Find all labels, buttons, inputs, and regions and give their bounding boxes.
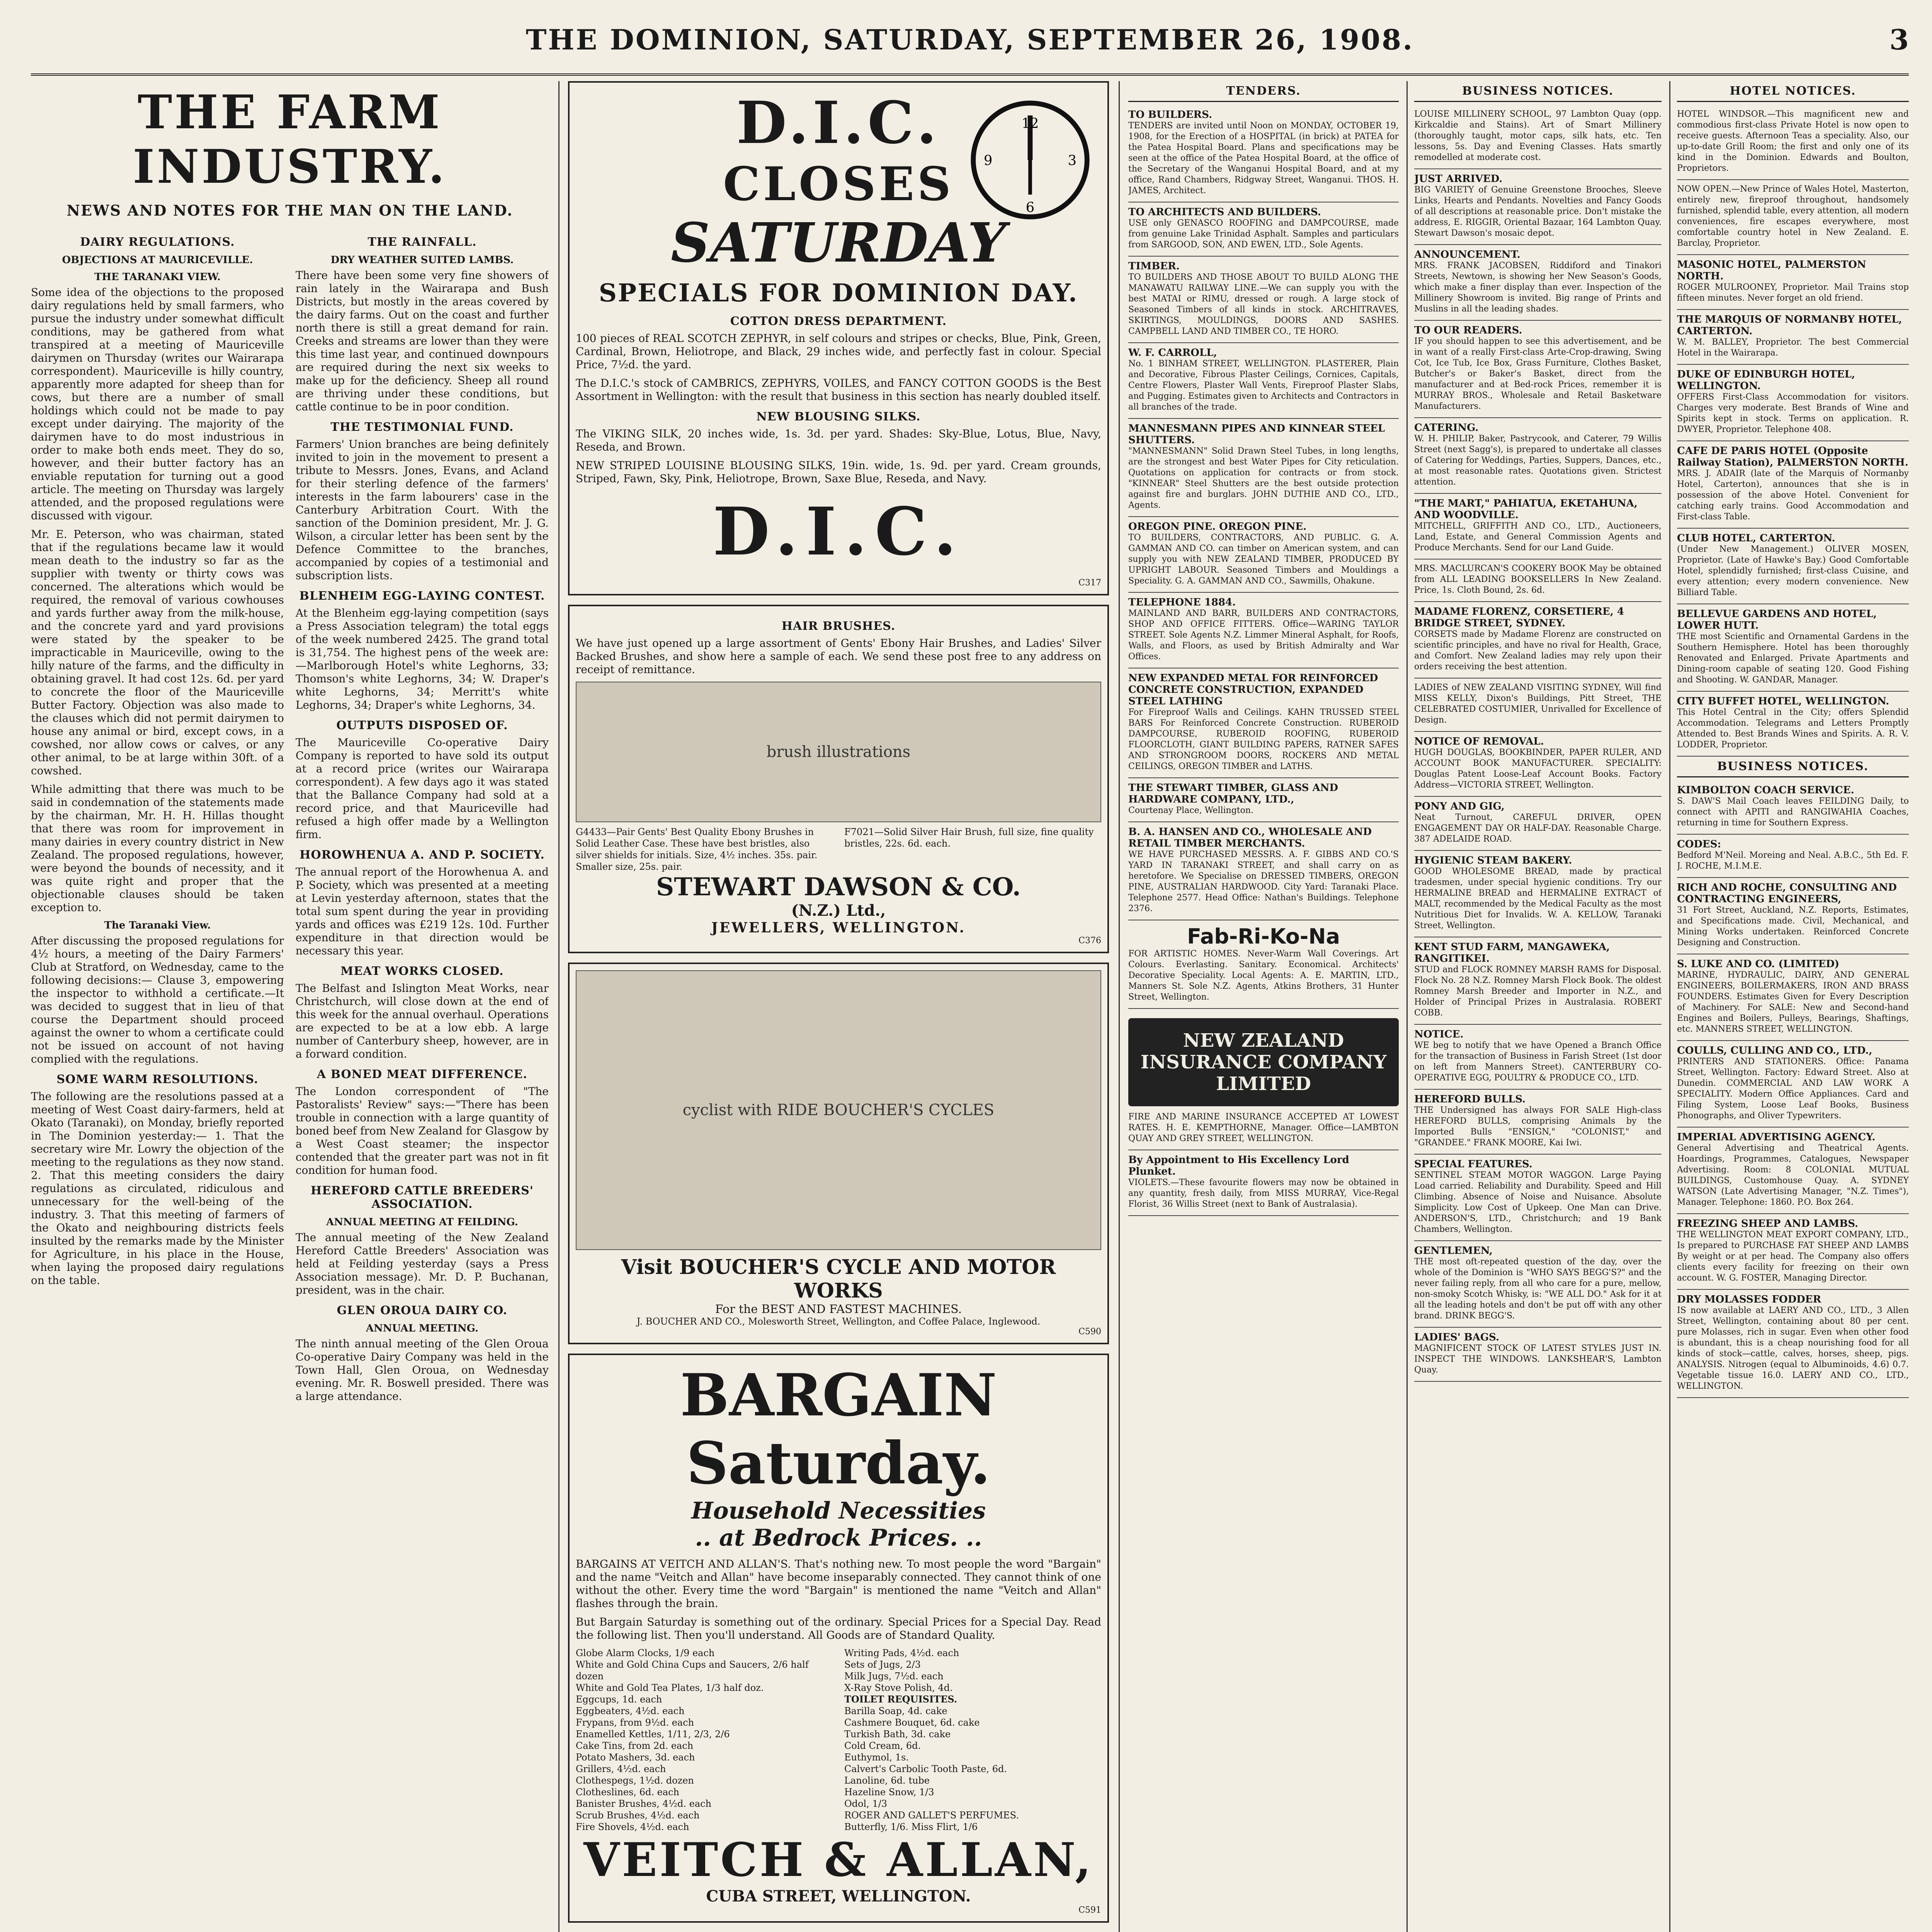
classified-ad [1128,822,1399,920]
ad-heading: NOTICE. [1414,1029,1464,1040]
ad-code: C317 [1078,578,1101,588]
ad-body: GOOD WHOLESOME BREAD, made by practical tradesmen, under special hygienic conditions. Try our HERMALINE BREAD and HERMALINE EXTRACT of MALT, recommended by the Medical Faculty as the most Nutritious Diet for Invalids. W. A. KELLOW, Taranaki Street, Wellington. [1414,867,1662,930]
section-heading: BUSINESS NOTICES. [1414,81,1662,102]
bargain-text: BARGAINS AT VEITCH AND ALLAN'S. That's nothing new. To most people the word "Bargain" and the name "Veitch and Allan" have become inseparably connected. They cannot think of one without the other. Every time the word "Bargain" is mentioned the name "Veitch and Allan" flashes through the brain. [576,1558,1101,1610]
dic-saturday: SATURDAY [671,211,1006,275]
ad-body: IF you should happen to see this advertisement, and be in want of a really First-class Arte-Crop-drawing, Swing Cot, Ice Tub, Ice Box, Grass Furniture, Clothes Basket, Butcher's or Baker's Basket, direct from the manufacturer and at Bed-rock Prices, remember it is MURRAY BROS., Wholesale and Retail Basketware Manufacturers. [1414,337,1662,411]
ad-heading: TIMBER. [1128,260,1180,272]
article-heading: THE TESTIMONIAL FUND. [330,420,514,434]
ad-body: LADIES of NEW ZEALAND VISITING SYDNEY, Will find MISS KELLY, Dixon's Buildings, Pitt Street, THE CELEBRATED COSTUMIER, Unrivalled for Excellence of Design. [1414,683,1662,725]
svg-text:9: 9 [984,152,993,168]
ad-heading: HYGIENIC STEAM BAKERY. [1414,855,1572,866]
classified-ad [1414,1155,1662,1241]
list-item: Eggcups, 1d. each [576,1694,662,1705]
veitch-allan-name: VEITCH & ALLAN, [583,1833,1094,1887]
list-item: Cake Tins, from 2d. each [576,1740,694,1751]
classified-ad [1414,797,1662,851]
article-text: The ninth annual meeting of the Glen Oroua Co-operative Dairy Company was held in the Town Hall, Glen Oroua, on Wednesday evening. Mr. R. Boswell presided. There was a large attendance. [296,1337,549,1403]
classified-ad [1677,954,1909,1041]
section-heading: TENDERS. [1128,81,1399,102]
classified-ad [1128,593,1399,668]
list-item: Butterfly, 1/6. Miss Flirt, 1/6 [844,1821,978,1832]
dic-item: The VIKING SILK, 20 inches wide, 1s. 3d. per yard. Shades: Sky-Blue, Lotus, Blue, Navy, Reseda, and Brown. [576,427,1101,453]
ad-body: VIOLETS.—These favourite flowers may now be obtained in any quantity, fresh daily, from MISS MURRAY, Vice-Regal Florist, 36 Willis Street (next to Bank of Australasia). [1128,1178,1399,1209]
article-text: The annual report of the Horowhenua A. and P. Society, which was presented at a meeting at Levin yesterday afternoon, states that the total sum spent during the year in providing yards and offices was £219 12s. 10d. Further expenditure in that direction would be necessary this year. [296,866,549,957]
ad-code: C590 [1078,1327,1101,1337]
column-rule [1119,81,1120,1932]
ad-heading: TO ARCHITECTS AND BUILDERS. [1128,206,1321,218]
ad-body: MAGNIFICENT STOCK OF LATEST STYLES JUST IN. INSPECT THE WINDOWS. LANKSHEAR'S, Lambton Quay. [1414,1344,1662,1375]
classified-ad [1677,180,1909,255]
svg-text:6: 6 [1026,199,1035,216]
ad-heading: CATERING. [1414,422,1479,434]
classified-ad [1414,245,1662,321]
hairbrush-heading: HAIR BRUSHES. [781,619,896,633]
article-heading: HEREFORD CATTLE BREEDERS' ASSOCIATION. [310,1184,534,1211]
ad-body: ROGER MULROONEY, Proprietor. Mail Trains stop fifteen minutes. Never forget an old friend. [1677,282,1909,303]
article-text: The following are the resolutions passed at a meeting of West Coast dairy-farmers, held at Okato (Taranaki), on Monday, briefly reported in The Dominion yesterday:— 1. That the secretary wire Mr. Lowry the objection of the meeting to the regulations as they now stand. 2. That this meeting considers the dairy regulations as circulated, ridiculous and unnecessary for the well-being of the industry. 3. That this meeting of farmers of the Okato and neighbouring districts feels insulted by the remarks made by the Minister for Agriculture, in his place in the House, when laying the proposed dairy regulations on the table. [31,1090,284,1287]
hairbrush-caption: G4433—Pair Gents' Best Quality Ebony Brushes in Solid Leather Case. These have best bristles, also silver shields for initials. Size, 4½ inches. 35s. pair. Smaller size, 25s. pair. [576,827,818,872]
article-text: The London correspondent of "The Pastoralists' Review" says:—"There has been trouble in connection with a large quantity of boned beef from New Zealand for Glasgow by a West Coast steamer; the inspector contended that the greater part was not in fit condition for human food. [296,1085,549,1177]
ad-heading: DUKE OF EDINBURGH HOTEL, WELLINGTON. [1677,369,1855,392]
article-heading: HOROWHENUA A. AND P. SOCIETY. [299,848,545,862]
ad-body: S. DAW'S Mail Coach leaves FEILDING Daily, to connect with APITI and RANGIWAHIA Coaches, returning in time for Southern Express. [1677,796,1909,828]
ad-body: THE Undersigned has always FOR SALE High-class HEREFORD BULLS, comprising Animals by the Imported Bulls "ENSIGN," "COLONIST," and "GRANDEE." FRANK MOORE, Kai Iwi. [1414,1105,1662,1148]
ad-heading: COULLS, CULLING AND CO., LTD., [1677,1045,1872,1056]
farm-right-column [296,228,549,1408]
list-item: Cashmere Bouquet, 6d. cake [844,1717,980,1728]
ad-heading: RICH AND ROCHE, CONSULTING AND CONTRACTING ENGINEERS, [1677,882,1897,905]
classified-ad [1414,1241,1662,1328]
ad-heading: TELEPHONE 1884. [1128,597,1236,608]
list-item: Turkish Bath, 3d. cake [844,1729,951,1740]
bargain-title: BARGAIN Saturday. [680,1361,997,1497]
ad-heading: "THE MART," PAHIATUA, EKETAHUNA, AND WOODVILLE. [1414,498,1638,521]
list-item: Odol, 1/3 [844,1798,888,1809]
ad-body: THE WELLINGTON MEAT EXPORT COMPANY, LTD., Is prepared to PURCHASE FAT SHEEP AND LAMBS By weight or at per head. The Company also offers clients every facility for freezing on their own account. W. G. FOSTER, Managing Director. [1677,1230,1909,1283]
list-item: Banister Brushes, 4½d. each [576,1798,712,1809]
ad-heading: PONY AND GIG, [1414,801,1505,812]
article-heading: GLEN OROUA DAIRY CO. [337,1304,508,1317]
ad-body: This Hotel Central in the City; offers Splendid Accommodation. Telegrams and Letters Promptly Attended to. Best Brands Wines and Spirits. A. R. V. LODDER, Proprietor. [1677,707,1909,750]
ad-heading: KENT STUD FARM, MANGAWEKA, RANGITIKEI. [1414,941,1610,964]
classified-ad [1414,1328,1662,1382]
list-item: Cold Cream, 6d. [844,1740,921,1751]
classified-ad [1677,781,1909,835]
classified-ad [1414,851,1662,937]
article-heading: OUTPUTS DISPOSED OF. [336,719,508,732]
ad-body: HUGH DOUGLAS, BOOKBINDER, PAPER RULER, AND ACCOUNT BOOK MANUFACTURER. SPECIALITY: Douglas Patent Loose-Leaf Account Books. Factory Address—VICTORIA STREET, Wellington. [1414,748,1662,790]
ad-heading: HEREFORD BULLS. [1414,1094,1526,1105]
classified-ad [1677,835,1909,878]
hairbrush-advertisement [568,605,1109,953]
ad-body: For Fireproof Walls and Ceilings. KAHN TRUSSED STEEL BARS For Reinforced Concrete Construction. RUBEROID DAMPCOURSE, RUBEROID ROOFING, RUBEROID FLOORCLOTH, GIANT BUILDING PAPERS, RATNER SAFES AND STRONGROOM DOORS, ROCKERS AND METAL CEILINGS, OREGON TIMBER and LATHS. [1128,707,1399,771]
ad-body: (Under New Management.) OLIVER MOSEN, Proprietor. (Late of Hawke's Bay.) Good Comfortable Hotel, splendidly furnished; first-class Cuisine, and every attention; every modern convenience. New Billiard Table. [1677,544,1909,597]
classified-ad [1677,441,1909,529]
insurance-ad [1128,1009,1399,1150]
ad-heading: THE STEWART TIMBER, GLASS AND HARDWARE COMPANY, LTD., [1128,782,1338,805]
boucher-headline: Visit BOUCHER'S CYCLE AND MOTOR WORKS [621,1255,1056,1303]
list-item: Barilla Soap, 4d. cake [844,1706,947,1716]
clock-icon [968,98,1092,222]
ad-body: W. H. PHILIP, Baker, Pastrycook, and Caterer, 79 Willis Street (next Sagg's), is prepared to undertake all classes of Catering for Weddings, Parties, Suppers, Dances, etc., at most reasonable rates. Quotations given. Strictest attention. [1414,434,1662,487]
list-item: Sets of Jugs, 2/3 [844,1659,921,1670]
article-heading: A BONED MEAT DIFFERENCE. [317,1068,527,1081]
article-text: While admitting that there was much to be said in condemnation of the statements made by the chairman, Mr. H. H. Hillas thought that there was room for improvement in many dairies in every country district in New Zealand. The proposed regulations, however, were beyond the bounds of necessity, and it was quite right and proper that the objectionable clauses should be taken exception to. [31,783,284,914]
fabrikona-ad [1128,920,1399,1009]
classified-ad [1414,937,1662,1025]
dic-advertisement [568,81,1109,595]
insurance-logo: NEW ZEALAND INSURANCE COMPANY LIMITED [1128,1018,1399,1106]
article-text: Some idea of the objections to the proposed dairy regulations held by small farmers, who pursue the industry under somewhat difficult conditions, may be gathered from what transpired at a meeting of Mauriceville dairymen on Thursday (writes our Wairarapa correspondent). Mauriceville is hilly country, apparently more adapted for sheep than for cows, but there are a number of small holdings which could not be made to pay except under dairying. The majority of the dairymen have to do most industrious in order to make both ends meet. They do so, however, and their butter factory has an enviable reputation for turning out a good article. The meeting on Thursday was largely attended, and the proposed regulations were discussed with vigour. [31,286,284,522]
ad-body: PRINTERS AND STATIONERS. Office: Panama Street, Wellington. Factory: Edward Street. Also at Dunedin. COMMERCIAL AND LAW WORK A SPECIALITY. Modern Office Appliances. Card and Filing System, Loose Leaf Books, Business Phonographs, and Oliver Typewriters. [1677,1057,1909,1121]
ad-heading: B. A. HANSEN AND CO., WHOLESALE AND RETAIL TIMBER MERCHANTS. [1128,826,1372,849]
ad-body: 31 Fort Street, Auckland, N.Z. Reports, Estimates, and Specifications made. Civil, Mechanical, and Mining Works undertaken. Reinforced Concrete Designing and Construction. [1677,905,1909,947]
ad-heading: NEW EXPANDED METAL FOR REINFORCED CONCRETE CONSTRUCTION, EXPANDED STEEL LATHING [1128,672,1378,707]
dic-item: 100 pieces of REAL SCOTCH ZEPHYR, in self colours and stripes or checks, Blue, Pink, Green, Cardinal, Brown, Heliotrope, and Black, 29 inches wide, and perfectly fast in colour. Special Price, 7½d. the yard. [576,332,1101,371]
column-rule [1669,81,1670,1932]
ad-heading: TO BUILDERS. [1128,109,1213,121]
bargain-list-right [844,1647,1101,1833]
classified-ad [1414,732,1662,797]
list-item: X-Ray Stove Polish, 4d. [844,1682,953,1693]
article-text: Farmers' Union branches are being definitely invited to join in the movement to present a tribute to Messrs. Jones, Evans, and Acland for their sterling defence of the farmers' interests in the farm labourers' case in the Canterbury Arbitration Court. With the sanction of the Dominion president, Mr. J. G. Wilson, a circular letter has been sent by the Defence Committee to the branches, accompanied by copies of a testimonial and subscription lists. [296,438,549,582]
dic-item: The D.I.C.'s stock of CAMBRICS, ZEPHYRS, VOILES, and FANCY COTTON GOODS is the Best Assortment in Wellington: with the result that business in this section has nearly doubled itself. [576,377,1101,403]
classified-ad [1414,679,1662,732]
classified-ad [1128,105,1399,202]
classified-ad [1414,494,1662,560]
ad-code: C591 [1078,1905,1101,1915]
section-heading: BUSINESS NOTICES. [1677,757,1909,777]
section-heading: HOTEL NOTICES. [1677,81,1909,102]
classified-ad [1414,560,1662,602]
boucher-tagline: For the BEST AND FASTEST MACHINES. [715,1303,962,1316]
tenders-column [1128,81,1399,1932]
ad-body: STUD and FLOCK ROMNEY MARSH RAMS for Disposal. Flock No. 28 N.Z. Romney Marsh Flock Book. The oldest Romney Marsh Breeder and Importer in N.Z., and Holder of Principal Prizes in Australasia. ROBERT COBB. [1414,965,1662,1018]
farm-industry-section [31,81,549,1932]
ad-code: C376 [1078,936,1101,946]
ad-body: TO BUILDERS AND THOSE ABOUT TO BUILD ALONG THE MANAWATU RAILWAY LINE.—We can supply you with the best MATAI or RIMU, dressed or rough. A large stock of Seasoned Timbers of all kinds in stock. ARCHITRAVES, SKIRTINGS, MOULDINGS, DOORS AND SASHES. CAMPBELL LAND AND TIMBER CO., TE HORO. [1128,272,1399,336]
classified-ad [1128,257,1399,343]
stewart-dawson-ltd: (N.Z.) Ltd., [791,901,886,920]
classified-ad [1128,419,1399,517]
ad-body: OFFERS First-Class Accommodation for visitors. Charges very moderate. Best Brands of Wine and Spirits kept in stock. Terms on application. R. DWYER, Proprietor. Telephone 408. [1677,392,1909,434]
list-item: Frypans, from 9½d. each [576,1717,694,1728]
article-heading: BLENHEIM EGG-LAYING CONTEST. [299,589,545,603]
classified-ad [1677,255,1909,310]
ad-heading: GENTLEMEN, [1414,1245,1493,1257]
svg-text:3: 3 [1068,152,1077,168]
article-text: There have been some very fine showers of rain lately in the Wairarapa and Bush Districts, but mostly in the areas covered by the dairy farms. Out on the coast and further north there is still a great demand for rain. Creeks and streams are lower than they were this time last year, and continued downpours are required during the next six weeks to make up for the deficiency. Sheep all round are thriving under these conditions, but cattle continue to be in poor condition. [296,269,549,413]
column-rule [1406,81,1408,1932]
classified-ad [1414,418,1662,494]
article-subheading: ANNUAL MEETING. [366,1323,479,1334]
classified-ad [1414,602,1662,679]
business-notices-column [1414,81,1662,1932]
ad-heading: MADAME FLORENZ, CORSETIERE, 4 BRIDGE STREET, SYDNEY. [1414,606,1624,629]
classified-ad [1677,1290,1909,1398]
ad-body: IS now available at LAERY AND CO., LTD., 3 Allen Street, Wellington, containing about 80 per cent. pure Molasses, rich in sugar. Even when other food is abundant, this is a cheap nourishing food for all kinds of stock—cattle, calves, horses, sheep, pigs. ANALYSIS. Nitrogen (equal to Albuminoids, 4.6) 0.7. Vegetable tissue 16.0. LAERY AND CO., LTD., WELLINGTON. [1677,1306,1909,1391]
ad-body: NOW OPEN.—New Prince of Wales Hotel, Masterton, entirely new, fireproof throughout, handsomely furnished, splendid table, every attention, all modern conveniences, fire escapes everywhere, most comfortable country hotel in New Zealand. E. Barclay, Proprietor. [1677,184,1909,248]
illustration-label: brush illustrations [766,743,911,761]
ad-heading: ANNOUNCEMENT. [1414,249,1520,260]
ad-heading: By Appointment to His Excellency Lord Plunket. [1128,1154,1349,1177]
classified-ad [1677,878,1909,954]
svg-text:12: 12 [1021,115,1039,131]
ad-heading: LADIES' BAGS. [1414,1332,1500,1343]
classified-ad [1677,604,1909,692]
hotel-notices-column [1677,81,1909,1932]
fabrikona-logo: Fab-Ri-Ko-Na [1187,924,1340,949]
article-subheading: THE TARANAKI VIEW. [94,271,221,283]
ad-body: MITCHELL, GRIFFITH AND CO., LTD., Auctioneers, Land, Estate, and General Commission Agents and Produce Merchants. Send for our Land Guide. [1414,521,1662,553]
classified-ad [1128,343,1399,419]
classified-ad [1128,668,1399,778]
ad-heading: S. LUKE AND CO. (LIMITED) [1677,958,1840,970]
classified-ad [1677,529,1909,604]
dic-blousing-heading: NEW BLOUSING SILKS. [756,410,921,423]
list-item: Potato Mashers, 3d. each [576,1752,695,1763]
boucher-advertisement [568,963,1109,1344]
bargain-list-left [576,1647,833,1833]
ad-heading: KIMBOLTON COACH SERVICE. [1677,784,1854,796]
boucher-address: J. BOUCHER AND CO., Molesworth Street, Wellington, and Coffee Palace, Inglewood. [636,1316,1041,1327]
list-item: Lanoline, 6d. tube [844,1775,930,1786]
list-item: Grillers, 4½d. each [576,1764,666,1774]
list-item: Writing Pads, 4½d. each [844,1648,959,1658]
list-item: Fire Shovels, 4½d. each [576,1821,689,1832]
ad-body: TENDERS are invited until Noon on MONDAY, OCTOBER 19, 1908, for the Erection of a HOSPITAL (in brick) at PATEA for the Patea Hospital Board. Plans and specifications may be seen at the office of the Patea Hospital Board, at the office of the Secretary of the Wanganui Hospital Board, and at my office, Rand Chambers, Ridgway Street, Wanganui. THOS. H. JAMES, Architect. [1128,121,1399,196]
ad-heading: MASONIC HOTEL, PALMERSTON NORTH. [1677,259,1866,282]
list-item: Scrub Brushes, 4½d. each [576,1810,700,1821]
article-subheading: OBJECTIONS AT MAURICEVILLE. [62,254,253,266]
classified-ad [1128,1150,1399,1216]
ad-body: FOR ARTISTIC HOMES. Never-Warm Wall Coverings. Art Colours. Everlasting. Sanitary. Economical. Architects' Decorative Speciality. Local Agents: A. E. MARTIN, LTD., Manners St. Sole N.Z. Agents, Atkins Brothers, 31 Hunter Street, Wellington. [1128,949,1399,1002]
column-rule [558,81,560,1932]
ad-heading: IMPERIAL ADVERTISING AGENCY. [1677,1131,1876,1143]
ad-body: THE most Scientific and Ornamental Gardens in the Southern Hemisphere. Hotel has been thoroughly Renovated and Enlarged. Private Apartments and Dining-room capable of seating 120. Good Fishing and Shooting. W. GANDAR, Manager. [1677,632,1909,685]
brush-illustration [576,682,1101,822]
list-item: Calvert's Carbolic Tooth Paste, 6d. [844,1764,1007,1774]
list-item: Hazeline Snow, 1/3 [844,1787,934,1798]
list-item: Clotheslines, 6d. each [576,1787,679,1798]
ad-heading: DRY MOLASSES FODDER [1677,1294,1821,1305]
classified-ad [1677,365,1909,441]
article-subheading: DRY WEATHER SUITED LAMBS. [330,254,514,266]
advertising-column [568,81,1109,1932]
ad-body: MRS. MACLURCAN'S COOKERY BOOK May be obtained from ALL LEADING BOOKSELLERS In New Zealand. Price, 1s. Cloth Bound, 2s. 6d. [1414,564,1662,595]
ad-body: MARINE, HYDRAULIC, DAIRY, AND GENERAL ENGINEERS, BOILERMAKERS, IRON AND BRASS FOUNDERS. Estimates Given for Every Description of Machinery. For SALE: New and Second-hand Engines and Boilers, Pulleys, Bearings, Shaftings, etc. MANNERS STREET, WELLINGTON. [1677,970,1909,1034]
ad-body: CORSETS made by Madame Florenz are constructed on scientific principles, and have no rival for Health, Grace, and Comfort. New Zealand ladies may rely upon their orders receiving the best attention. [1414,629,1662,672]
classified-ad [1677,105,1909,180]
ad-body: BIG VARIETY of Genuine Greenstone Brooches, Sleeve Links, Hearts and Pendants. Novelties and Fancy Goods of all descriptions at reasonable price. Don't mistake the address, E. RIGGIR, Oriental Bazaar, 164 Lambton Quay. Stewart Dawson's mosaic depot. [1414,185,1662,238]
page-number: 3 [1889,23,1909,56]
bargain-text: But Bargain Saturday is something out of the ordinary. Special Prices for a Special Day. Read the following list. Then you'll understand. All Goods are of Standard Quality. [576,1616,1101,1641]
ad-body: WE HAVE PURCHASED MESSRS. A. F. GIBBS AND CO.'S YARD IN TARANAKI STREET, and shall carry on as heretofore. We Specialise on DRESSED TIMBERS, OREGON PINE, AUSTRALIAN HARDWOOD. City Yard: Taranaki Place. Telephone 2577. Head Office: Nathan's Buildings. Telephone 2376. [1128,850,1399,913]
ad-body: No. 1 BINHAM STREET, WELLINGTON. PLASTERER, Plain and Decorative, Fibrous Plaster Ceilings, Cornices, Capitals, Centre Flowers, Plaster Wall Vents, Fireproof Plaster Slabs, and Pugging. Estimates given to Architects and Contractors in all branches of the trade. [1128,359,1399,412]
ad-heading: FREEZING SHEEP AND LAMBS. [1677,1218,1859,1230]
bargain-subtitle: .. at Bedrock Prices. .. [695,1524,982,1551]
article-text: The Mauriceville Co-operative Dairy Company is reported to have sold its output at a record price (writes our Wairarapa correspondent). A few days ago it was stated that the Ballance Company had sold at a record price, and that Mauriceville had refused a high offer made by a Wellington firm. [296,736,549,841]
ad-heading: SPECIAL FEATURES. [1414,1158,1532,1170]
masthead [31,15,1909,76]
article-text: At the Blenheim egg-laying competition (says a Press Association telegram) the total eggs of the week numbered 2425. The grand total is 31,754. The highest pens of the week are:—Marlborough Hotel's white Leghorns, 33; Thomson's white Leghorns, 34; W. Draper's white Leghorns, 34; Merritt's white Leghorns, 34; Draper's white Leghorns, 34. [296,607,549,711]
classified-ad [1677,310,1909,365]
classified-ad [1414,321,1662,418]
ad-heading: THE MARQUIS OF NORMANBY HOTEL, CARTERTON. [1677,314,1902,337]
classified-ad [1414,169,1662,245]
bargain-subtitle: Household Necessities [691,1497,986,1524]
article-text: After discussing the proposed regulations for 4½ hours, a meeting of the Dairy Farmers' Club at Stratford, on Wednesday, came to the following decisions:— Clause 3, empowering the inspector to withhold a certificate.—It was decided to suggest that in lieu of that course the Department should proceed against the owner to whom a certificate could not be issued on account of not having complied with the regulations. [31,934,284,1065]
classified-ad [1677,1128,1909,1214]
ad-body: Neat Turnout, CAREFUL DRIVER, OPEN ENGAGEMENT DAY OR HALF-DAY. Reasonable Charge. 387 ADELAIDE ROAD. [1414,813,1662,844]
farm-headline: THE FARM INDUSTRY. [133,85,447,194]
article-text: The Belfast and Islington Meat Works, near Christchurch, will close down at the end of this week for the annual overhaul. Operations are expected to be at a low ebb. A large number of Canterbury sheep, however, are in a forward condition. [296,982,549,1060]
article-heading: DAIRY REGULATIONS. [80,235,235,249]
ad-body: TO BUILDERS, CONTRACTORS, AND PUBLIC. G. A. GAMMAN AND CO. can timber on American system, and can supply you with NEW ZEALAND TIMBER, PRODUCED BY UPRIGHT LABOUR. Seasoned Timbers and Mouldings a Speciality. G. A. GAMMAN AND CO., Sawmills, Ohakune. [1128,533,1399,586]
ad-heading: MANNESMANN PIPES AND KINNEAR STEEL SHUTTERS. [1128,423,1385,446]
classified-ad [1414,1025,1662,1090]
article-heading: SOME WARM RESOLUTIONS. [56,1073,259,1086]
classified-ad [1677,1041,1909,1128]
ad-heading: CLUB HOTEL, CARTERTON. [1677,532,1835,544]
veitch-allan-address: CUBA STREET, WELLINGTON. [706,1887,971,1905]
article-text: Mr. E. Peterson, who was chairman, stated that if the regulations became law it would mean death to the industry so far as the supplier with twenty or thirty cows was concerned. The alterations which would be required, the removal of various cowhouses and yards further away from the milk-house, and the concrete yard and yard provisions were stated by the speaker to be impracticable in Mauriceville, owing to the hilly nature of the farms, and the difficulty in obtaining gravel. It had cost 12s. 6d. per yard to concrete the floor of the Mauriceville Butter Factory. Objection was also made to the clauses which did not permit dairymen to house any animal or bird, except cows, in a cowshed, nor allow cows or calves, or any other animal, to be at large within 30ft. of a cowshed. [31,528,284,777]
ad-body: W. M. BALLEY, Proprietor. The best Commercial Hotel in the Wairarapa. [1677,337,1909,358]
list-item: Euthymol, 1s. [844,1752,909,1763]
dic-closes: CLOSES [723,157,954,211]
classified-ad [1677,692,1909,757]
toilet-requisites-heading: TOILET REQUISITES. [844,1694,957,1705]
ad-body: FIRE AND MARINE INSURANCE ACCEPTED AT LOWEST RATES. H. E. KEMPTHORNE, Manager. Office—LAMBTON QUAY AND GREY STREET, WELLINGTON. [1128,1112,1399,1143]
ad-body: SENTINEL STEAM MOTOR WAGGON. Large Paying Load carried. Reliability and Durability. Speed and Hill Climbing. Absence of Noise and Nuisance. Absolute Simplicity. Low Cost of Upkeep. One Man can Drive. ANDERSON'S, LTD., Christchurch; and 19 Bank Chambers, Wellington. [1414,1170,1662,1234]
ad-body: Courtenay Place, Wellington. [1128,806,1254,815]
ad-heading: JUST ARRIVED. [1414,173,1503,185]
article-subheading: ANNUAL MEETING AT FEILDING. [326,1216,518,1228]
ad-heading: BELLEVUE GARDENS AND HOTEL, LOWER HUTT. [1677,608,1877,631]
stewart-dawson-trade: JEWELLERS, WELLINGTON. [711,920,966,936]
dic-specials: SPECIALS FOR DOMINION DAY. [599,279,1078,308]
article-subheading: The Taranaki View. [104,920,211,931]
list-item: Milk Jugs, 7½d. each [844,1671,944,1682]
ad-body: HOTEL WINDSOR.—This magnificent new and commodious first-class Private Hotel is now open to receive guests. Afternoon Teas a speciality. Also, our up-to-date Grill Room; the first and only one of its kind in the Dominion. Edwards and Boulton, Proprietors. [1677,109,1909,173]
classified-ad [1128,778,1399,822]
ad-body: MRS. FRANK JACOBSEN, Riddiford and Tinakori Streets, Newtown, is showing her New Season's Goods, which make a finer display than ever. Inspection of the Millinery Showroom is invited. Big range of Prints and Muslins in all the leading shades. [1414,261,1662,314]
list-item: Enamelled Kettles, 1/11, 2/3, 2/6 [576,1729,730,1740]
ad-body: MRS. J. ADAIR (late of the Marquis of Normanby Hotel, Carterton), announces that she is in possession of the above Hotel. Convenient for catching early trains. Good Accommodation and First-class Table. [1677,469,1909,522]
article-text: The annual meeting of the New Zealand Hereford Cattle Breeders' Association was held at Feilding yesterday (says a Press Association message). Mr. D. P. Buchanan, president, was in the chair. [296,1231,549,1296]
article-heading: MEAT WORKS CLOSED. [340,964,504,978]
bicycle-illustration [576,970,1101,1250]
masthead-title: THE DOMINION, SATURDAY, SEPTEMBER 26, 1908. [526,23,1414,56]
ad-body: THE most oft-repeated question of the day, over the whole of the Dominion is "WHO SAYS BEGG'S?" and the never failing reply, from all who care for a pure, mellow, non-smoky Scotch Whisky, is: "WE ALL DO." Ask for it at all the leading hotels and don't be put off with any other brand. DRINK BEGG'S. [1414,1257,1662,1321]
ad-body: MAINLAND AND BARR, BUILDERS AND CONTRACTORS, SHOP AND OFFICE FITTERS. Office—WARING TAYLOR STREET. Sole Agents N.Z. Limmer Mineral Asphalt, for Roofs, Walls, and Floors, as used by British Admiralty and War Offices. [1128,609,1399,662]
ad-body: USE only GENASCO ROOFING and DAMPCOURSE, made from genuine Lake Trinidad Asphalt. Samples and particulars from SARGOOD, SON, AND EWEN, LTD., Sole Agents. [1128,218,1399,250]
stewart-dawson-name: STEWART DAWSON & CO. [656,872,1021,901]
list-item: White and Gold Tea Plates, 1/3 half doz. [576,1682,764,1693]
classified-ad [1414,1090,1662,1155]
ad-body: General Advertising and Theatrical Agents. Hoardings, Programmes, Catalogues, Newspaper Advertising. Room: 8 COLONIAL MUTUAL BUILDINGS, Customhouse Quay. A. SYDNEY WATSON (Late Advertising Manager, "N.Z. Times"), Manager. Telephone: 1860. P.O. Box 264. [1677,1143,1909,1207]
farm-subhead: NEWS AND NOTES FOR THE MAN ON THE LAND. [66,202,513,219]
ad-heading: TO OUR READERS. [1414,325,1522,336]
list-item: Clothespegs, 1½d. dozen [576,1775,694,1786]
ad-heading: CAFE DE PARIS HOTEL (Opposite Railway Station), PALMERSTON NORTH. [1677,445,1908,468]
dic-item: NEW STRIPED LOUISINE BLOUSING SILKS, 19in. wide, 1s. 9d. per yard. Cream grounds, Striped, Fawn, Sky, Pink, Heliotrope, Brown, Saxe Blue, Reseda, and Navy. [576,459,1101,485]
classified-ad [1128,202,1399,257]
ad-heading: OREGON PINE. OREGON PINE. [1128,521,1307,532]
ad-heading: W. F. CARROLL, [1128,347,1217,359]
list-item: Eggbeaters, 4½d. each [576,1706,685,1716]
dic-logo: D.I.C. [713,493,964,570]
farm-left-column [31,228,284,1408]
article-heading: THE RAINFALL. [367,235,477,249]
dic-title: D.I.C. [736,89,941,157]
ad-body: LOUISE MILLINERY SCHOOL, 97 Lambton Quay (opp. Kirkcaldie and Stains). Art of Smart Millinery (thoroughly taught, motor caps, silk hats, etc. Ten lessons, 5s. Day and Evening Classes. Hats smartly remodelled at moderate cost. [1414,109,1662,162]
illustration-label: cyclist with RIDE BOUCHER'S CYCLES [682,1101,995,1119]
ad-heading: CITY BUFFET HOTEL, WELLINGTON. [1677,696,1889,707]
list-item: Globe Alarm Clocks, 1/9 each [576,1648,715,1658]
ad-heading: CODES: [1677,838,1721,850]
bargain-saturday-advertisement [568,1354,1109,1923]
list-item: White and Gold China Cups and Saucers, 2/6 half dozen [576,1659,809,1682]
classified-ad [1414,105,1662,169]
dic-department: COTTON DRESS DEPARTMENT. [730,315,947,328]
classified-ad [1128,517,1399,593]
hairbrush-text: We have just opened up a large assortment of Gents' Ebony Hair Brushes, and Ladies' Silver Backed Brushes, and show here a sample of each. We send these post free to any address on receipt of remittance. [576,637,1101,676]
bargain-price-list [576,1647,1101,1833]
hairbrush-caption: F7021—Solid Silver Hair Brush, full size, fine quality bristles, 22s. 6d. each. [844,827,1094,849]
ad-body: "MANNESMANN" Solid Drawn Steel Tubes, in long lengths, are the strongest and best Water Pipes for City reticulation. Quotations on application for contracts or from stock. "KINNEAR" Steel Shutters are the best outside protection against fire and burglars. JOHN DUTHIE AND CO., LTD., Agents. [1128,446,1399,510]
ad-heading: NOTICE OF REMOVAL. [1414,736,1544,747]
classified-ad [1677,1214,1909,1290]
ad-body: WE beg to notify that we have Opened a Branch Office for the transaction of Business in Farish Street (1st door on left from Manners Street). CANTERBURY CO-OPERATIVE EGG, POULTRY & PRODUCE CO., LTD. [1414,1041,1662,1083]
ad-body: Bedford M'Neil. Moreing and Neal. A.B.C., 5th Ed. F. J. ROCHE, M.I.M.E. [1677,850,1909,871]
list-item: ROGER AND GALLET'S PERFUMES. [844,1810,1019,1821]
